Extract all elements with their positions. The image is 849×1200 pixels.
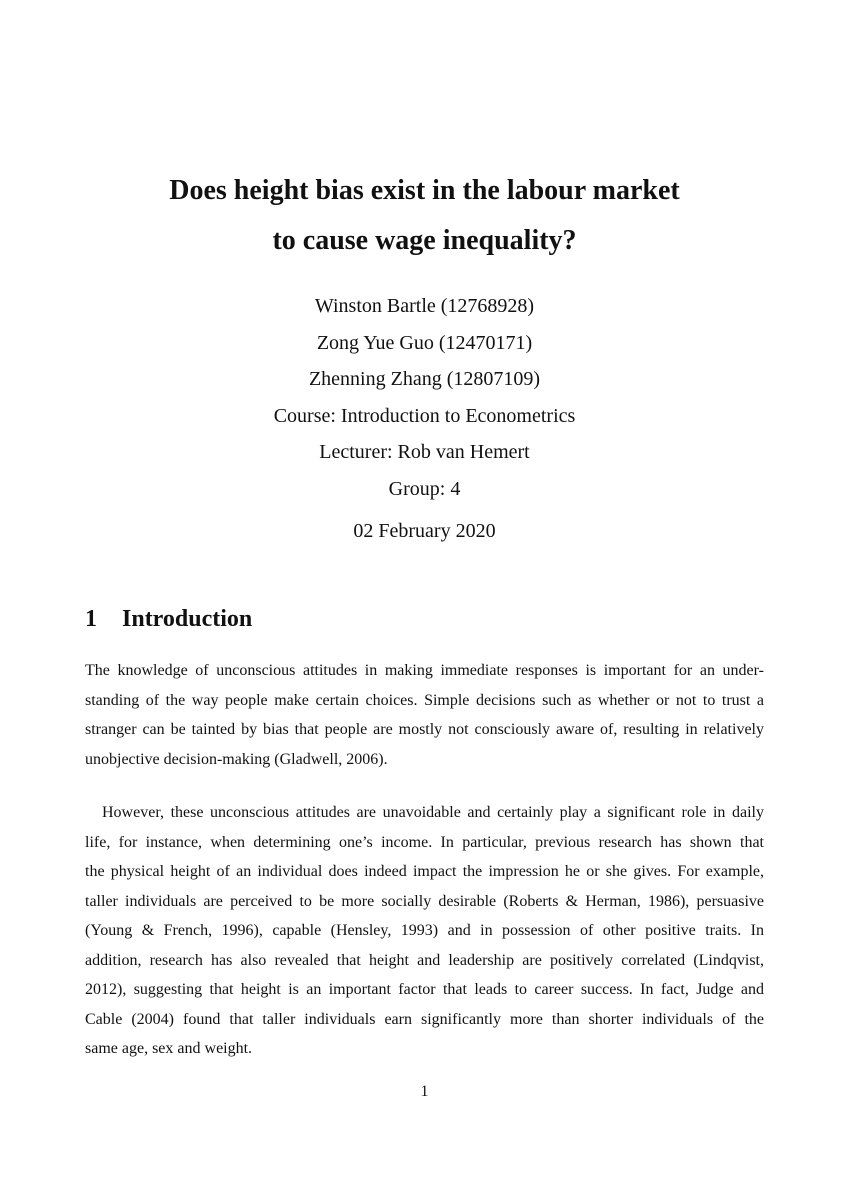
text-line: life, for instance, when determining one’s income. In particular, previous research has shown that <box>85 833 764 851</box>
paper-title <box>0 166 849 266</box>
title-line: Does height bias exist in the labour market <box>169 175 680 206</box>
text-line: unobjective decision-making (Gladwell, 2006). <box>85 750 388 768</box>
paragraph-intro-1 <box>85 656 764 774</box>
text-line: taller individuals are perceived to be more socially desirable (Roberts & Herman, 1986), persuasive <box>85 892 764 910</box>
text-line: The knowledge of unconscious attitudes in making immediate responses is important for an under- <box>85 662 764 679</box>
text-line: addition, research has also revealed that height and leadership are positively correlated (Lindqvist, <box>85 951 764 969</box>
author-block <box>0 288 849 508</box>
author-line: Winston Bartle (12768928) <box>314 295 535 317</box>
group-line: Group: 4 <box>388 477 461 500</box>
page-number: 1 <box>420 1083 429 1100</box>
course-line: Course: Introduction to Econometrics <box>273 404 576 427</box>
author-line: Zhenning Zhang (12807109) <box>308 368 541 391</box>
text-line: Cable (2004) found that taller individuals earn significantly more than shorter individuals of the <box>85 1010 764 1028</box>
text-line: 2012), suggesting that height is an important factor that leads to career success. In fact, Judge and <box>85 981 764 998</box>
text-line: stranger can be tainted by bias that people are mostly not consciously aware of, resulting in relatively <box>85 721 764 738</box>
paper-date: 02 February 2020 <box>353 520 496 542</box>
paragraph-intro-2 <box>85 798 764 1064</box>
text-line: same age, sex and weight. <box>85 1040 253 1057</box>
text-line: standing of the way people make certain choices. Simple decisions such as whether or not to trust a <box>85 691 764 709</box>
section-heading <box>85 603 252 635</box>
title-line: to cause wage inequality? <box>272 225 577 256</box>
section-number: 1 <box>85 606 97 632</box>
text-line: (Young & French, 1996), capable (Hensley, 1993) and in possession of other positive traits. In <box>85 922 764 939</box>
author-line: Zong Yue Guo (12470171) <box>316 331 533 354</box>
section-title: Introduction <box>122 606 253 632</box>
text-line: However, these unconscious attitudes are unavoidable and certainly play a significant role in daily <box>102 804 764 821</box>
lecturer-line: Lecturer: Rob van Hemert <box>319 441 530 464</box>
text-line: the physical height of an individual does indeed impact the impression he or she gives. For example, <box>85 863 764 880</box>
